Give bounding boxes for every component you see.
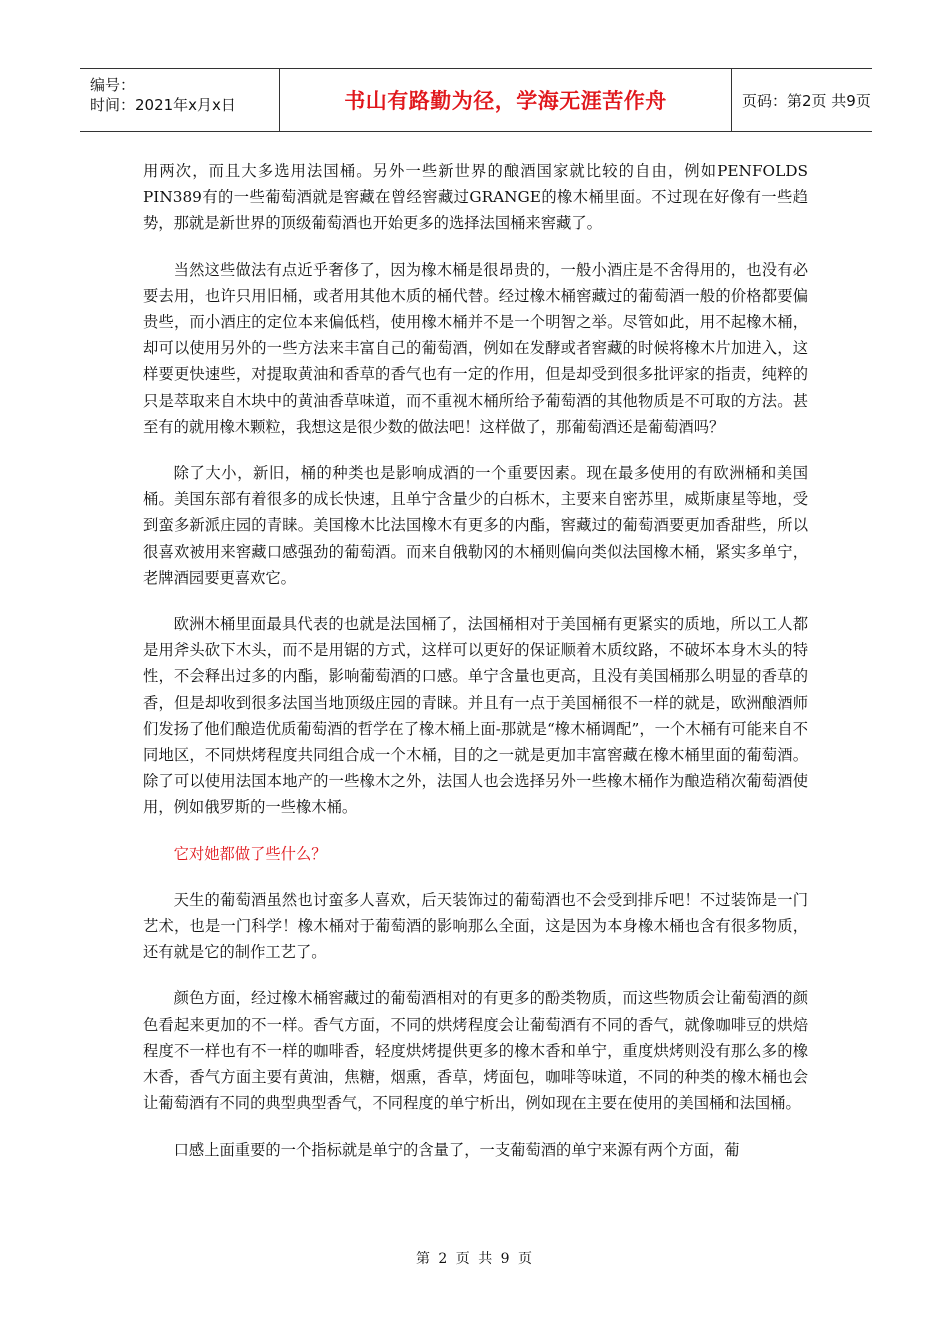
document-date: 时间：2021年x月x日 bbox=[90, 96, 236, 114]
document-number-label: 编号： bbox=[90, 76, 136, 94]
page-header bbox=[80, 68, 872, 132]
paragraph: 口感上面重要的一个指标就是单宁的含量了，一支葡萄酒的单宁来源有两个方面，葡 bbox=[173, 1140, 740, 1159]
header-meta bbox=[80, 69, 280, 131]
page-footer: 第 2 页 共 9 页 bbox=[415, 1251, 535, 1267]
section-heading: 它对她都做了些什么？ bbox=[173, 844, 327, 863]
paragraph: 欧洲木桶里面最具代表的也就是法国桶了，法国桶相对于美国桶有更紧实的质地，所以工人都是用斧头砍下木头，而不是用锯的方式，这样可以更好的保证顺着木质纹路，不破坏本身木头的特性，不会释出过多的内酯，影响葡萄酒的口感。单宁含量也更高，且没有美国桶那么明显的香草的香，但是却收到很多法国当地顶级庄园的青睐。并且有一点于美国桶很不一样的就是，欧洲酿酒师们发扬了他们酿造优质葡萄酒的哲学在了橡木桶上面-那就是“橡木桶调配”，一个木桶有可能来自不同地区，不同烘烤程度共同组合成一个木桶，目的之一就是更加丰富窖藏在橡木桶里面的葡萄酒。除了可以使用法国本地产的一些橡木之外，法国人也会选择另外一些橡木桶作为酿造稍次葡萄酒使用，例如俄罗斯的一些橡木桶。 bbox=[143, 615, 808, 817]
body-text bbox=[143, 158, 808, 1183]
header-motto: 书山有路勤为径，学海无涯苦作舟 bbox=[280, 69, 732, 131]
paragraph: 当然这些做法有点近乎奢侈了，因为橡木桶是很昂贵的，一般小酒庄是不舍得用的，也没有必要去用，也许只用旧桶，或者用其他木质的桶代替。经过橡木桶窖藏过的葡萄酒一般的价格都要偏贵些，而小酒庄的定位本来偏低档，使用橡木桶并不是一个明智之举。尽管如此，用不起橡木桶，却可以使用另外的一些方法来丰富自己的葡萄酒，例如在发酵或者窖藏的时候将橡木片加进入，这样要更快速些，对提取黄油和香草的香气也有一定的作用，但是却受到很多批评家的指责，纯粹的只是萃取来自木块中的黄油香草味道，而不重视木桶所给予葡萄酒的其他物质是不可取的方法。甚至有的就用橡木颗粒，我想这是很少数的做法吧！这样做了，那葡萄酒还是葡萄酒吗？ bbox=[143, 260, 808, 436]
paragraph: 除了大小，新旧，桶的种类也是影响成酒的一个重要因素。现在最多使用的有欧洲桶和美国桶。美国东部有着很多的成长快速，且单宁含量少的白栎木，主要来自密苏里，威斯康星等地，受到蛮多新派庄园的青睐。美国橡木比法国橡木有更多的内酯，窖藏过的葡萄酒要更加香甜些，所以很喜欢被用来窖藏口感强劲的葡萄酒。而来自俄勒冈的木桶则偏向类似法国橡木桶，紧实多单宁，老牌酒园要更喜欢它。 bbox=[143, 464, 808, 587]
paragraph: 天生的葡萄酒虽然也讨蛮多人喜欢，后天装饰过的葡萄酒也不会受到排斥吧！不过装饰是一门艺术，也是一门科学！橡木桶对于葡萄酒的影响那么全面，这是因为本身橡木桶也含有很多物质，还有就是它的制作工艺了。 bbox=[143, 890, 808, 962]
paragraph: 用两次，而且大多选用法国桶。另外一些新世界的酿酒国家就比较的自由，例如PENFOLDS PIN389有的一些葡萄酒就是窖藏在曾经窖藏过GRANGE的橡木桶里面。不过现在好像有一些趋势，那就是新世界的顶级葡萄酒也开始更多的选择法国桶来窖藏了。 bbox=[143, 162, 808, 233]
header-page-info: 页码：第2页 共9页 bbox=[742, 91, 871, 110]
paragraph: 颜色方面，经过橡木桶窖藏过的葡萄酒相对的有更多的酚类物质，而这些物质会让葡萄酒的颜色看起来更加的不一样。香气方面，不同的烘烤程度会让葡萄酒有不同的香气，就像咖啡豆的烘焙程度不一样也有不一样的咖啡香，轻度烘烤提供更多的橡木香和单宁，重度烘烤则没有那么多的橡木香，香气方面主要有黄油，焦糖，烟熏，香草，烤面包，咖啡等味道，不同的种类的橡木桶也会让葡萄酒有不同的典型典型香气，不同程度的单宁析出，例如现在主要在使用的美国桶和法国桶。 bbox=[143, 989, 808, 1113]
